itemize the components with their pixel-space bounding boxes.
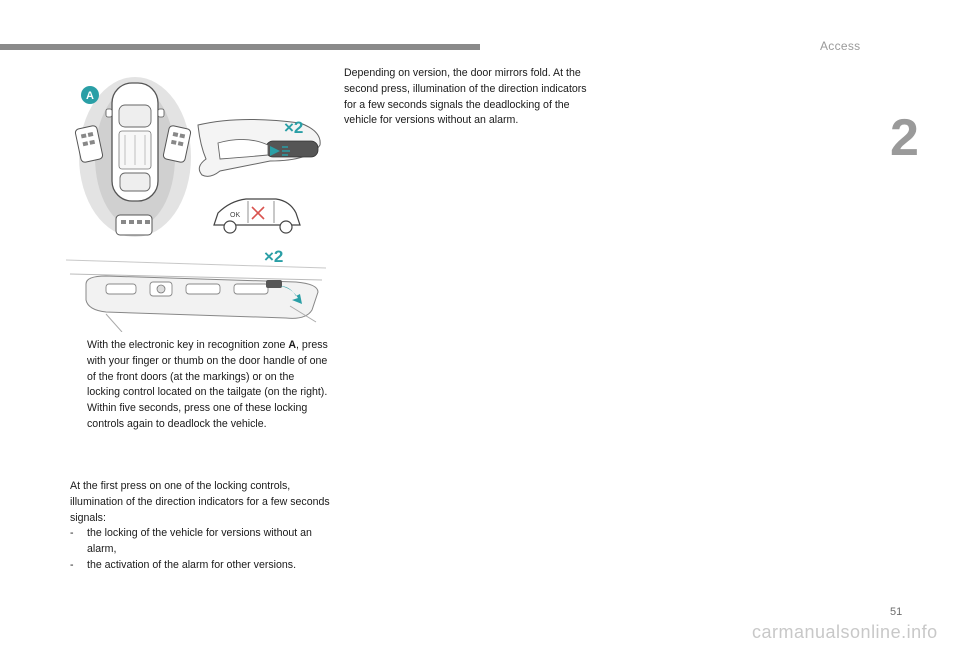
car-zone-diagram — [70, 75, 330, 245]
press-count-bottom: ×2 — [264, 247, 284, 266]
dash-marker: - — [70, 558, 74, 571]
step1-zone-ref: A — [288, 339, 297, 351]
step2-text: Within five seconds, press one of these locking controls again to deadlock the vehicle. — [87, 402, 308, 430]
car-top-view — [106, 83, 164, 201]
step1-text-pre: With the electronic key in recognition zone — [87, 339, 289, 351]
watermark: carmanualsonline.info — [752, 622, 938, 642]
right-column-paragraph: Depending on version, the door mirrors fold. At the second press, illumination of the direction indicators for a few seconds signals the deadlocking of the vehicle for versions without an alarm. — [344, 67, 587, 127]
instruction-step — [70, 338, 328, 401]
first-press-section — [70, 479, 332, 574]
list-item-text: the activation of the alarm for other versions. — [87, 558, 297, 571]
tailgate-lock-control — [266, 280, 282, 288]
instruction-step — [70, 401, 328, 433]
header-rule — [0, 44, 480, 50]
tailgate-diagram — [66, 240, 328, 332]
tailgate-panel — [86, 276, 318, 318]
press-count-top: ×2 — [284, 118, 304, 137]
zone-a-badge — [81, 86, 99, 104]
dash-marker: - — [70, 527, 74, 540]
illustration-car-zone — [70, 75, 330, 250]
instruction-steps — [70, 338, 328, 433]
list-item — [70, 558, 332, 574]
page-number: 51 — [890, 606, 903, 618]
car-side-view — [214, 199, 300, 233]
key-fob-bottom — [116, 215, 152, 235]
section-title: Access — [820, 39, 861, 53]
camera-icon — [157, 285, 165, 293]
step1-text-post: , press with your finger or thumb on the door handle of one of the front doors (at the markings) or on the locking control located on the tailgate (on the right). — [87, 339, 328, 399]
list-item-text: the locking of the vehicle for versions without an alarm, — [87, 527, 312, 556]
ok-label: OK — [230, 212, 241, 219]
illustration-tailgate — [66, 240, 328, 337]
list-item — [70, 526, 332, 558]
chapter-number: 2 — [890, 109, 919, 167]
first-press-intro: At the first press on one of the locking controls, illumination of the direction indicators for a few seconds signals: — [70, 480, 330, 524]
zone-a-label: A — [86, 90, 94, 102]
